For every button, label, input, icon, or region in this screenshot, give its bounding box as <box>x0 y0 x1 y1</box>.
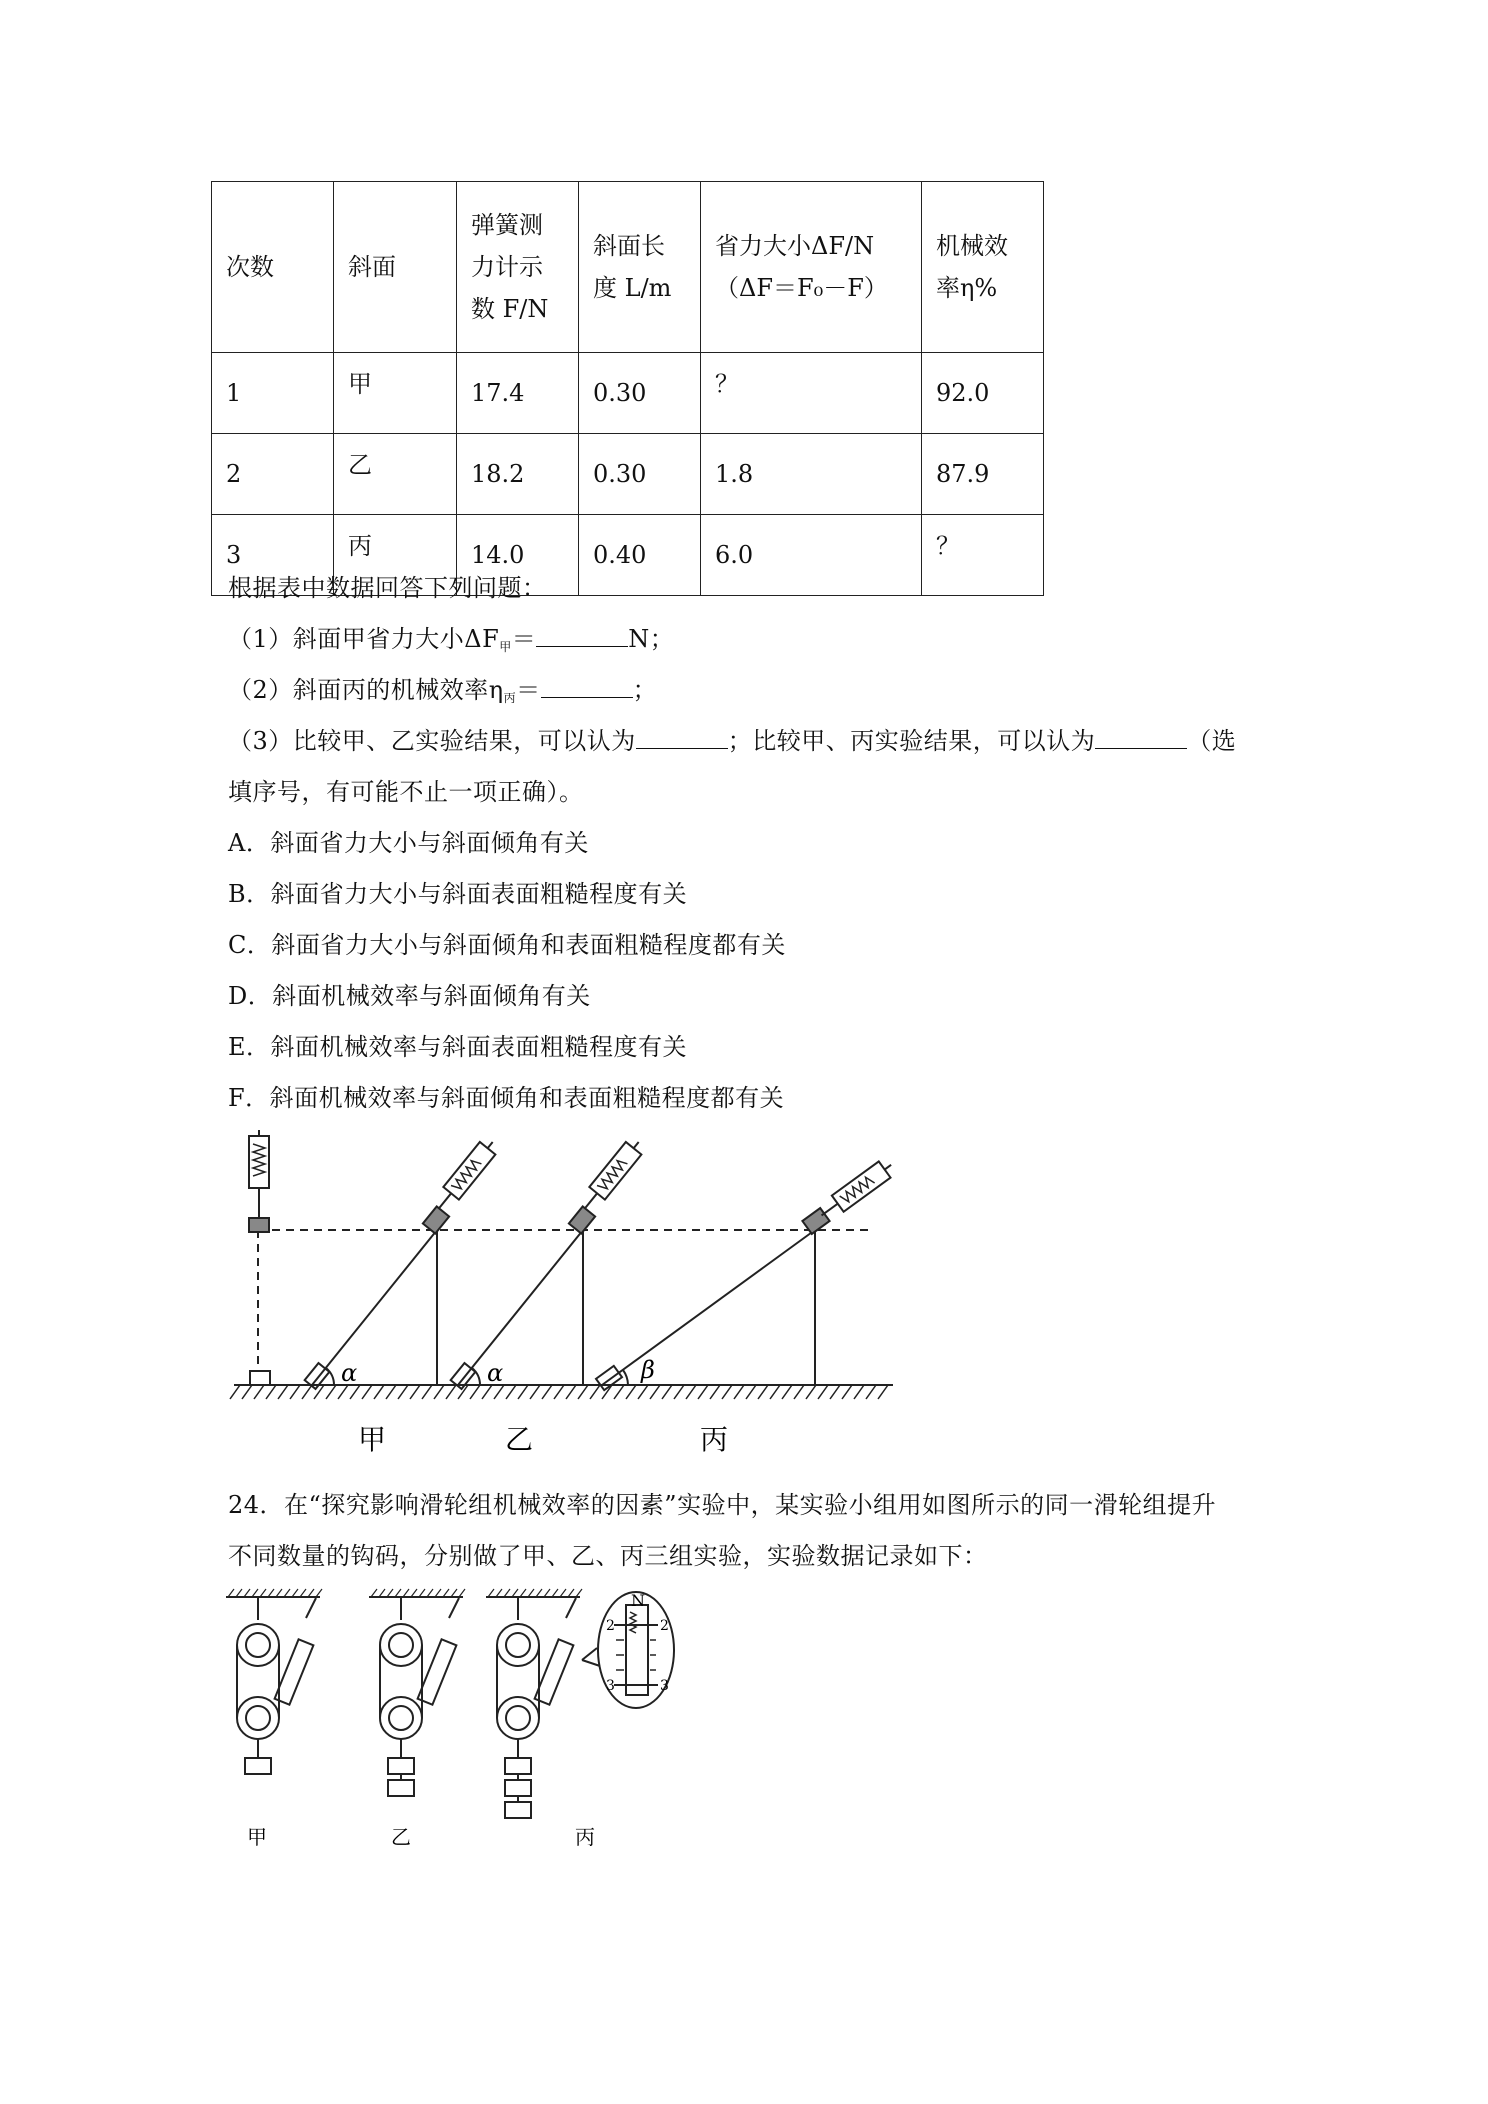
cell-efficiency: 87.9 <box>922 434 1044 515</box>
q2-text: （2）斜面丙的机械效率η <box>228 676 504 704</box>
spring-scale-icon <box>418 1639 457 1704</box>
fixed-pulley-icon <box>237 1624 279 1666</box>
label-bing: 丙 <box>700 1423 729 1456</box>
header-slope-length: 斜面长 度 L/m <box>579 182 701 353</box>
cell-force-saved: 1.8 <box>701 434 922 515</box>
moving-pulley-inner <box>246 1706 270 1730</box>
ceiling-hatch <box>395 1589 401 1597</box>
ceiling-hatch <box>552 1589 558 1597</box>
weight-block-icon <box>505 1758 531 1774</box>
ceiling-hatch <box>536 1589 542 1597</box>
fixed-pulley-icon <box>497 1624 539 1666</box>
option-c: C．斜面省力大小与斜面倾角和表面粗糙程度都有关 <box>228 931 786 959</box>
ceiling-hatch <box>252 1589 258 1597</box>
q2-subscript: 丙 <box>503 691 517 705</box>
option-a: A．斜面省力大小与斜面倾角有关 <box>228 829 589 857</box>
q1-equals: ＝ <box>511 625 537 653</box>
cell-count: 3 <box>212 515 334 596</box>
weight-block-icon <box>505 1780 531 1796</box>
moving-pulley-icon <box>497 1697 539 1739</box>
label-yi: 乙 <box>505 1423 534 1456</box>
cell-count: 2 <box>212 434 334 515</box>
ceiling-hatch <box>528 1589 534 1597</box>
ceiling-hatch <box>228 1589 234 1597</box>
option-d: D．斜面机械效率与斜面倾角有关 <box>228 982 591 1010</box>
question-24: 24．在“探究影响滑轮组机械效率的因素”实验中，某实验小组用如图所示的同一滑轮组提升 <box>228 1491 1217 1519</box>
scale-mark-3-right: 3 <box>660 1678 669 1694</box>
pull-rope <box>566 1598 576 1618</box>
weight-block-icon <box>388 1780 414 1796</box>
ceiling-hatch <box>284 1589 290 1597</box>
angle-beta-bing: β <box>641 1356 655 1384</box>
cell-efficiency: ？ <box>922 515 1044 596</box>
pull-rope <box>449 1598 459 1618</box>
option-e: E．斜面机械效率与斜面表面粗糙程度有关 <box>228 1033 688 1061</box>
scale-mark-2-right: 2 <box>660 1618 669 1634</box>
ceiling-hatch <box>443 1589 449 1597</box>
ceiling-hatch <box>276 1589 282 1597</box>
spring-scale-icon <box>275 1639 314 1704</box>
angle-alpha-yi: α <box>487 1359 504 1387</box>
cell-force: 14.0 <box>457 515 579 596</box>
ceiling-hatch <box>379 1589 385 1597</box>
ceiling-hatch <box>244 1589 250 1597</box>
ceiling-hatch <box>427 1589 433 1597</box>
cell-length: 0.30 <box>579 434 701 515</box>
option-f: F．斜面机械效率与斜面倾角和表面粗糙程度都有关 <box>228 1084 785 1112</box>
fixed-pulley-inner <box>246 1633 270 1657</box>
cell-slope: 乙 <box>334 434 457 515</box>
ceiling-hatch <box>451 1589 457 1597</box>
ceiling-hatch <box>268 1589 274 1597</box>
pulley-label-jia: 甲 <box>247 1825 267 1849</box>
header-slope: 斜面 <box>334 182 457 353</box>
fixed-pulley-inner <box>389 1633 413 1657</box>
weight-block-icon <box>245 1758 271 1774</box>
q2-equals: ＝ <box>516 676 541 704</box>
ceiling-hatch <box>576 1589 582 1597</box>
q3-text-a: （3）比较甲、乙实验结果，可以认为 <box>228 727 636 755</box>
q2-end: ； <box>632 676 658 704</box>
ceiling-hatch <box>236 1589 242 1597</box>
cell-force-saved: 6.0 <box>701 515 922 596</box>
ceiling-hatch <box>387 1589 393 1597</box>
pulley-label-bing: 丙 <box>575 1825 595 1849</box>
ceiling-hatch <box>435 1589 441 1597</box>
weight-block-icon <box>505 1802 531 1818</box>
cell-efficiency: 92.0 <box>922 353 1044 434</box>
ceiling-hatch <box>560 1589 566 1597</box>
cell-slope: 甲 <box>334 353 457 434</box>
ceiling-hatch <box>411 1589 417 1597</box>
question-24-cont: 不同数量的钩码，分别做了甲、乙、丙三组实验，实验数据记录如下： <box>228 1542 988 1570</box>
ceiling-hatch <box>504 1589 510 1597</box>
ceiling-hatch <box>403 1589 409 1597</box>
header-efficiency: 机械效 率η% <box>922 182 1044 353</box>
cell-slope: 丙 <box>334 515 457 596</box>
header-count: 次数 <box>212 182 334 353</box>
moving-pulley-inner <box>506 1706 530 1730</box>
cell-count: 1 <box>212 353 334 434</box>
cell-force: 17.4 <box>457 353 579 434</box>
cell-force: 18.2 <box>457 434 579 515</box>
weight-block-icon <box>388 1758 414 1774</box>
pull-rope <box>306 1598 316 1618</box>
ceiling-hatch <box>544 1589 550 1597</box>
ceiling-hatch <box>316 1589 322 1597</box>
fixed-pulley-icon <box>380 1624 422 1666</box>
ceiling-hatch <box>260 1589 266 1597</box>
moving-pulley-icon <box>237 1697 279 1739</box>
ceiling-hatch <box>300 1589 306 1597</box>
q3-text-b: ；比较甲、丙实验结果，可以认为 <box>727 727 1096 755</box>
option-b: B．斜面省力大小与斜面表面粗糙程度有关 <box>228 880 688 908</box>
ceiling-hatch <box>459 1589 465 1597</box>
ceiling-hatch <box>512 1589 518 1597</box>
ceiling-hatch <box>520 1589 526 1597</box>
cell-length: 0.40 <box>579 515 701 596</box>
angle-alpha-jia: α <box>341 1359 358 1387</box>
pulley-label-yi: 乙 <box>391 1825 411 1849</box>
cell-force-saved: ？ <box>701 353 922 434</box>
ceiling-hatch <box>419 1589 425 1597</box>
ceiling-hatch <box>371 1589 377 1597</box>
ceiling-hatch <box>292 1589 298 1597</box>
q3-text-c: （选 <box>1187 727 1237 755</box>
scale-mark-2-left: 2 <box>606 1618 615 1634</box>
header-force-saved: 省力大小ΔF/N （ΔF＝F₀－F） <box>701 182 922 353</box>
q1-subscript: 甲 <box>499 640 512 654</box>
moving-pulley-icon <box>380 1697 422 1739</box>
q1-text: （1）斜面甲省力大小ΔF <box>228 625 500 653</box>
ceiling-hatch <box>308 1589 314 1597</box>
ceiling-hatch <box>496 1589 502 1597</box>
spring-scale-icon <box>535 1639 574 1704</box>
scale-mark-3-left: 3 <box>606 1678 615 1694</box>
label-jia: 甲 <box>358 1423 387 1456</box>
intro-text: 根据表中数据回答下列问题： <box>228 574 547 602</box>
cell-length: 0.30 <box>579 353 701 434</box>
ceiling-hatch <box>488 1589 494 1597</box>
scale-unit-n: N <box>631 1591 645 1610</box>
fixed-pulley-inner <box>506 1633 530 1657</box>
q1-unit: N； <box>628 625 675 653</box>
moving-pulley-inner <box>389 1706 413 1730</box>
header-spring-reading: 弹簧测 力计示 数 F/N <box>457 182 579 353</box>
ceiling-hatch <box>568 1589 574 1597</box>
question-3-cont: 填序号，有可能不止一项正确）。 <box>228 778 584 806</box>
